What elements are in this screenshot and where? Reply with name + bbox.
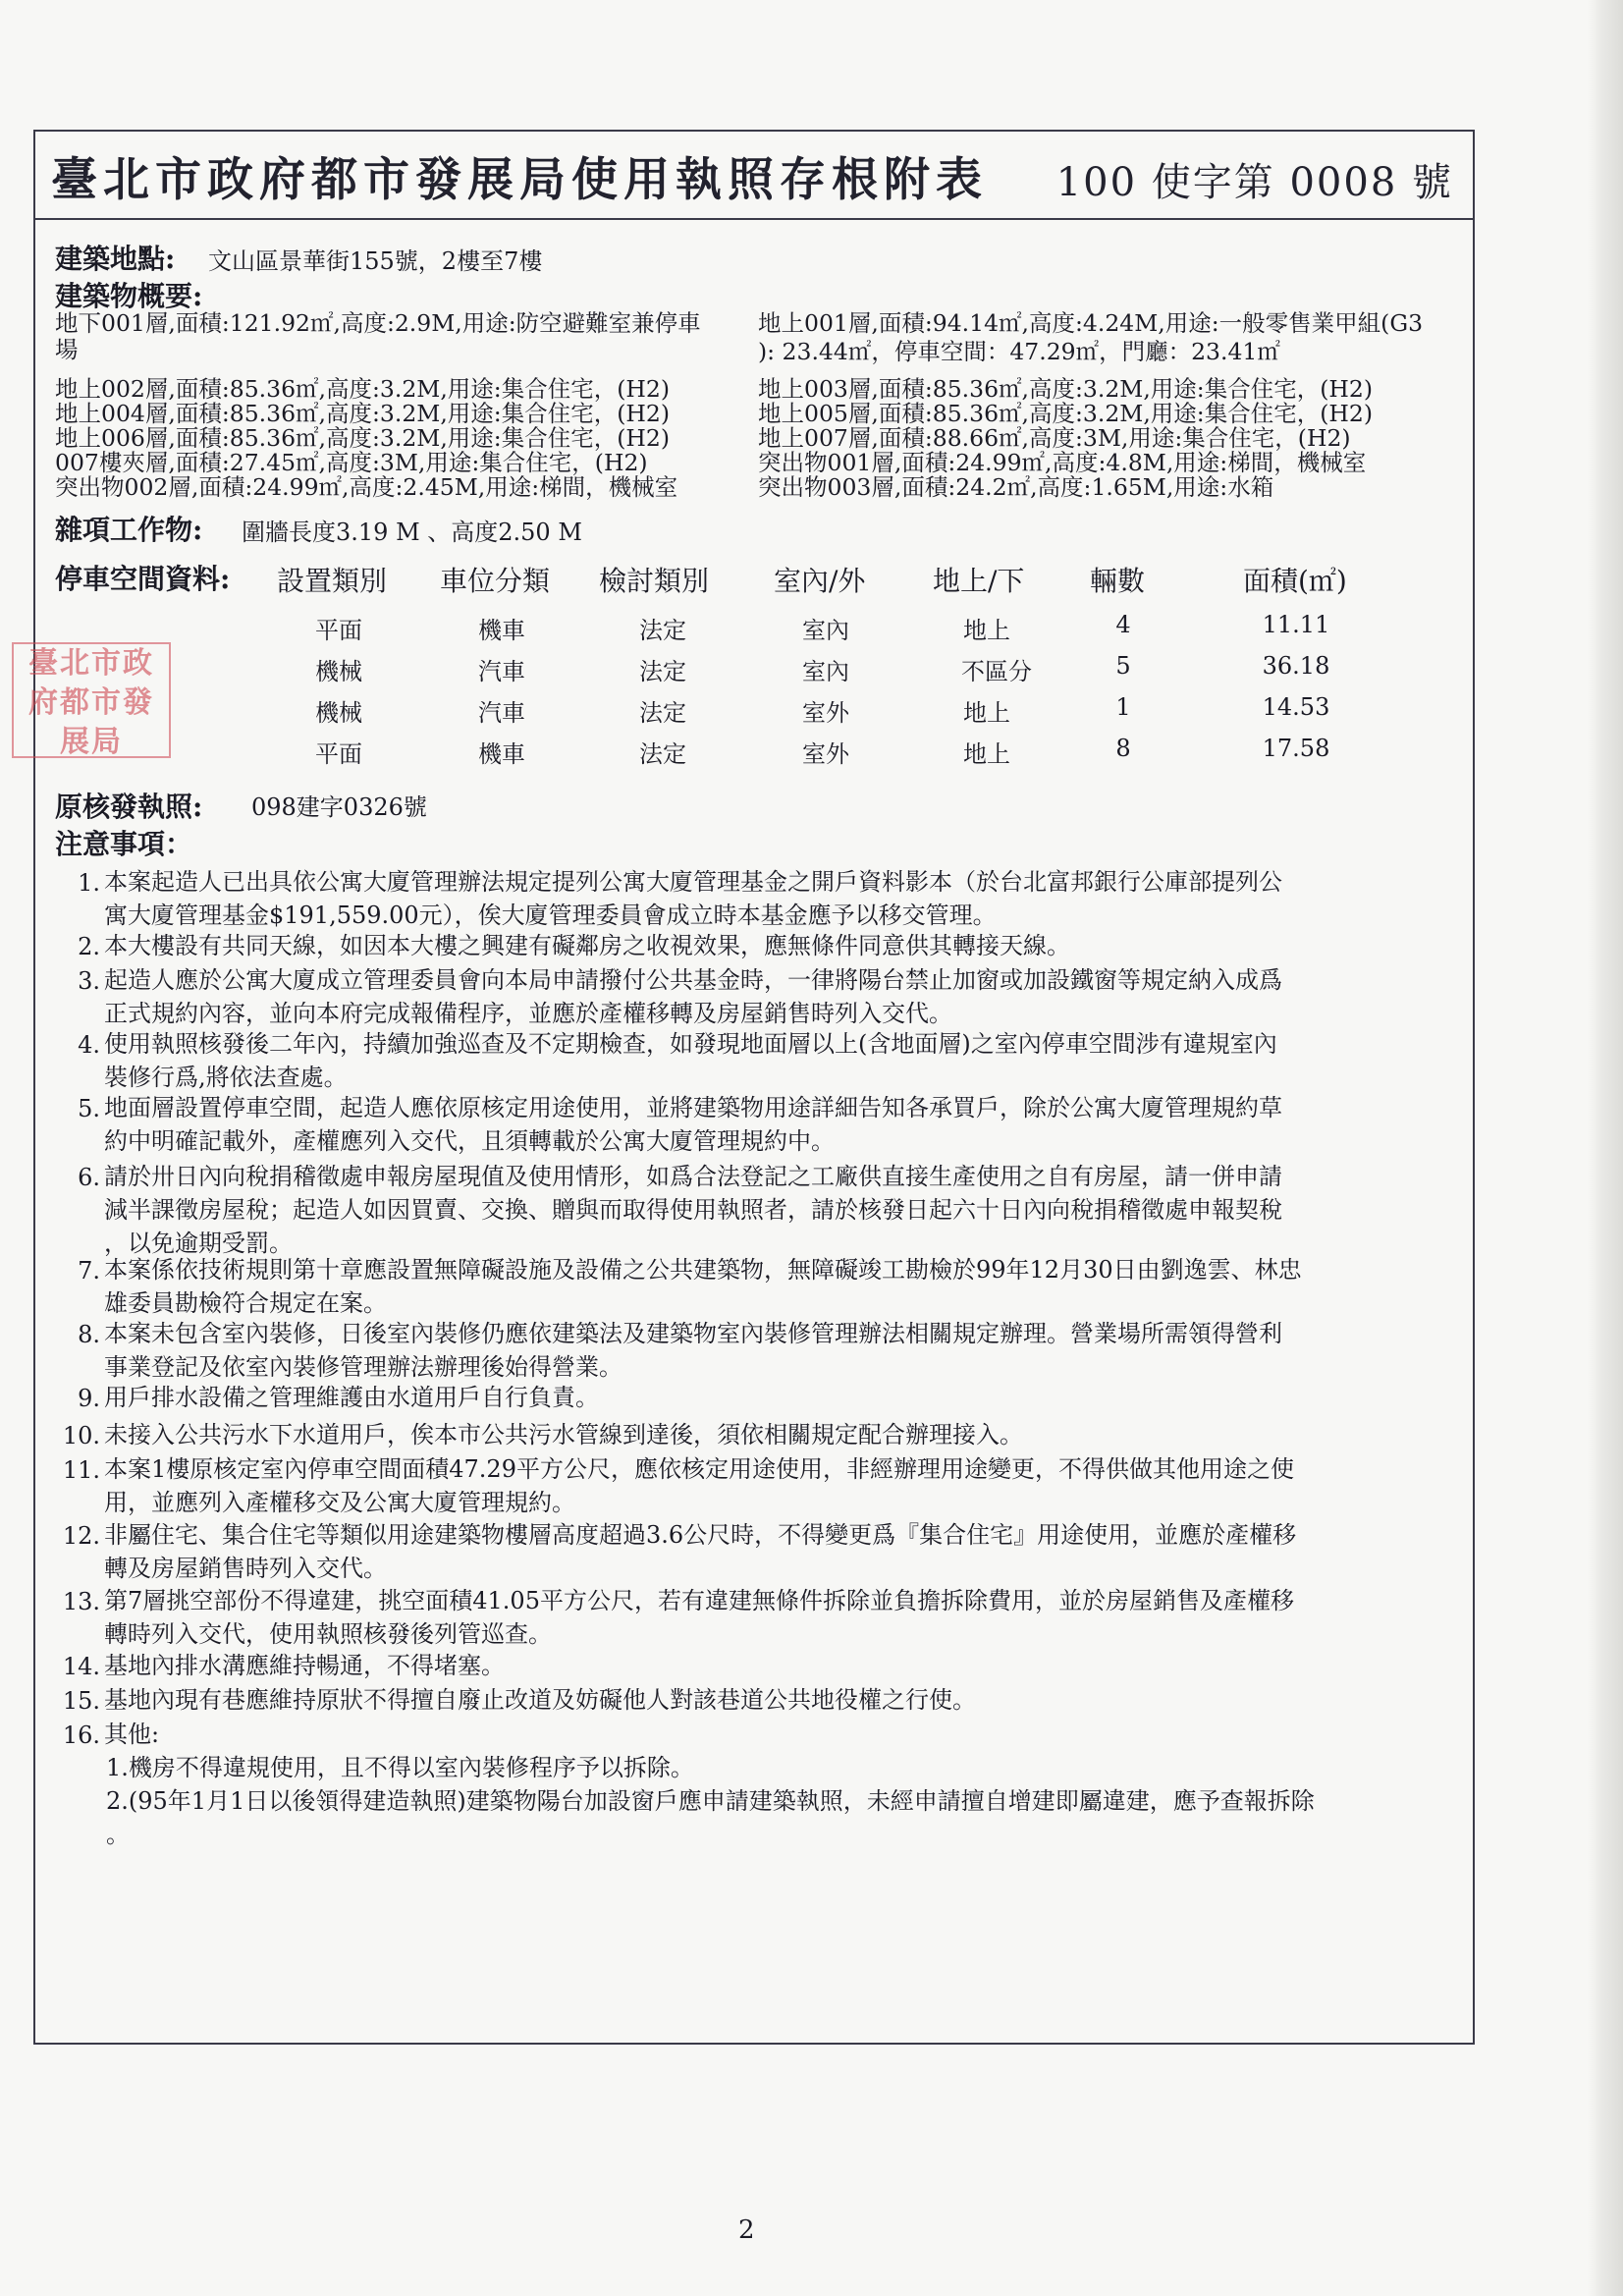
parking-cell: 機械 xyxy=(315,699,362,727)
permit-number: 100 使字第 0008 號 xyxy=(1055,160,1453,205)
parking-header: 室內/外 xyxy=(774,565,866,597)
parking-header: 設置類別 xyxy=(277,565,388,597)
page-number: 2 xyxy=(738,2215,755,2245)
parking-cell: 室外 xyxy=(802,699,849,727)
note-line: 用，並應列入產權移交及公寓大廈管理規約。 xyxy=(104,1489,575,1516)
note-line: 非屬住宅、集合住宅等類似用途建築物樓層高度超過3.6公尺時，不得變更爲『集合住宅』用途使用，並應於產權移 xyxy=(104,1521,1297,1549)
note-number: 3. xyxy=(78,967,100,995)
parking-header: 輛數 xyxy=(1090,565,1146,597)
parking-header: 地上/下 xyxy=(933,565,1025,597)
parking-cell: 17.58 xyxy=(1262,735,1330,762)
note-number: 15. xyxy=(62,1687,100,1715)
note-line: 基地內現有巷應維持原狀不得擅自廢止改道及妨礙他人對該巷道公共地役權之行使。 xyxy=(104,1686,976,1714)
parking-cell: 法定 xyxy=(639,617,686,644)
building-left-line: 地上006層,面積:85.36㎡,高度:3.2M,用途:集合住宅，(H2) xyxy=(55,424,671,452)
note-line: 寓大廈管理基金$191,559.00元），俟大廈管理委員會成立時本基金應予以移交管理。 xyxy=(104,902,997,929)
building-right-line: 突出物001層,面積:24.99㎡,高度:4.8M,用途:梯間，機械室 xyxy=(758,449,1367,476)
parking-cell: 法定 xyxy=(639,699,686,727)
note-line: 正式規約內容，並向本府完成報備程序，並應於產權移轉及房屋銷售時列入交代。 xyxy=(104,1000,952,1027)
note-line: 本案係依技術規則第十章應設置無障礙設施及設備之公共建築物，無障礙竣工勘檢於99年12月30日由劉逸雲、林忠 xyxy=(104,1256,1302,1284)
note-number: 2. xyxy=(78,933,100,960)
building-left-line: 突出物002層,面積:24.99㎡,高度:2.45M,用途:梯間，機械室 xyxy=(55,473,678,501)
note-line: 本大樓設有共同天線，如因本大樓之興建有礙鄰房之收視效果，應無條件同意供其轉接天線。 xyxy=(104,932,1070,959)
note-line: 本案未包含室內裝修，日後室內裝修仍應依建築法及建築物室內裝修管理辦法相關規定辦理。營業場所需領得營利 xyxy=(104,1320,1282,1347)
note-line: 裝修行爲,將依法查處。 xyxy=(104,1064,348,1091)
note-line: 1.機房不得違規使用，且不得以室內裝修程序予以拆除。 xyxy=(106,1754,694,1781)
note-line: 2.(95年1月1日以後領得建造執照)建築物陽台加設窗戶應申請建築執照，未經申請擅自增建即屬違建，應予查報拆除 xyxy=(106,1787,1315,1815)
note-number: 14. xyxy=(62,1653,100,1680)
building-right-line: 突出物003層,面積:24.2㎡,高度:1.65M,用途:水箱 xyxy=(758,473,1274,501)
note-number: 16. xyxy=(62,1722,100,1749)
building-left-line: 007樓夾層,面積:27.45㎡,高度:3M,用途:集合住宅，(H2) xyxy=(55,449,648,476)
note-line: 其他: xyxy=(104,1721,160,1748)
site-value: 文山區景華街155號，2樓至7樓 xyxy=(208,247,543,275)
note-line: 事業登記及依室內裝修管理辦法辦理後始得營業。 xyxy=(104,1353,622,1381)
note-number: 8. xyxy=(78,1321,100,1348)
parking-cell: 36.18 xyxy=(1262,652,1330,680)
parking-cell: 汽車 xyxy=(478,658,525,685)
misc-label: 雜項工作物: xyxy=(55,514,203,546)
parking-cell: 室內 xyxy=(802,617,849,644)
original-license-label: 原核發執照: xyxy=(55,791,203,823)
notes-label: 注意事項： xyxy=(55,828,193,860)
note-number: 9. xyxy=(78,1385,100,1412)
note-number: 1. xyxy=(78,869,100,897)
parking-header: 面積(㎡) xyxy=(1243,565,1347,597)
parking-cell: 機車 xyxy=(478,740,525,768)
building-right-line: 地上005層,面積:85.36㎡,高度:3.2M,用途:集合住宅，(H2) xyxy=(758,400,1374,427)
parking-cell: 5 xyxy=(1115,652,1131,680)
note-line: 本案起造人已出具依公寓大廈管理辦法規定提列公寓大廈管理基金之開戶資料影本（於台北富邦銀行公庫部提列公 xyxy=(104,868,1282,896)
parking-cell: 法定 xyxy=(639,740,686,768)
building-left-line: 場 xyxy=(55,336,79,363)
parking-header: 車位分類 xyxy=(440,565,551,597)
note-line: 地面層設置停車空間，起造人應依原核定用途使用，並將建築物用途詳細告知各承買戶，除於公寓大廈管理規約草 xyxy=(104,1094,1282,1121)
page-title: 臺北市政府都市發展局使用執照存根附表 xyxy=(51,153,988,207)
note-number: 5. xyxy=(78,1095,100,1122)
parking-cell: 室內 xyxy=(802,658,849,685)
building-right-line: 地上007層,面積:88.66㎡,高度:3M,用途:集合住宅，(H2) xyxy=(758,424,1351,452)
note-line: 。 xyxy=(106,1821,130,1848)
parking-cell: 不區分 xyxy=(961,658,1032,685)
note-line: 本案1樓原核定室內停車空間面積47.29平方公尺，應依核定用途使用，非經辦理用途變更，不得供做其他用途之使 xyxy=(104,1455,1294,1483)
scan-edge xyxy=(1588,0,1623,2296)
note-line: 轉時列入交代，使用執照核發後列管巡查。 xyxy=(104,1620,552,1648)
parking-cell: 機械 xyxy=(315,658,362,685)
parking-header: 檢討類別 xyxy=(599,565,710,597)
note-number: 6. xyxy=(78,1164,100,1191)
parking-cell: 地上 xyxy=(963,740,1010,768)
note-line: 請於卅日內向稅捐稽徵處申報房屋現值及使用情形，如爲合法登記之工廠供直接生產使用之自有房屋，請一併申請 xyxy=(104,1163,1282,1190)
note-line: 減半課徵房屋稅；起造人如因買賣、交換、贈與而取得使用執照者，請於核發日起六十日內向稅捐稽徵處申報契稅 xyxy=(104,1196,1282,1224)
misc-value: 圍牆長度3.19 M 、高度2.50 M xyxy=(242,519,582,546)
note-number: 12. xyxy=(62,1522,100,1550)
note-line: 未接入公共污水下水道用戶，俟本市公共污水管線到達後，須依相關規定配合辦理接入。 xyxy=(104,1421,1023,1449)
parking-cell: 地上 xyxy=(963,699,1010,727)
note-number: 11. xyxy=(62,1456,100,1484)
building-label: 建築物概要: xyxy=(55,280,203,312)
note-number: 7. xyxy=(78,1257,100,1285)
site-label: 建築地點: xyxy=(55,243,176,275)
parking-cell: 法定 xyxy=(639,658,686,685)
parking-cell: 機車 xyxy=(478,617,525,644)
parking-cell: 8 xyxy=(1115,735,1131,762)
parking-cell: 室外 xyxy=(802,740,849,768)
parking-cell: 汽車 xyxy=(478,699,525,727)
parking-cell: 地上 xyxy=(963,617,1010,644)
building-left-line: 地上004層,面積:85.36㎡,高度:3.2M,用途:集合住宅，(H2) xyxy=(55,400,671,427)
building-left-line: 地上002層,面積:85.36㎡,高度:3.2M,用途:集合住宅，(H2) xyxy=(55,375,671,403)
title-row xyxy=(33,130,1475,220)
parking-cell: 平面 xyxy=(315,617,362,644)
official-seal xyxy=(12,642,171,758)
note-line: 用戶排水設備之管理維護由水道用戶自行負責。 xyxy=(104,1384,599,1411)
parking-label: 停車空間資料: xyxy=(55,563,231,595)
note-number: 10. xyxy=(62,1422,100,1449)
parking-cell: 1 xyxy=(1115,693,1131,721)
note-number: 13. xyxy=(62,1588,100,1615)
seal-text: 臺北市政府都市發展局 xyxy=(28,646,154,759)
note-line: 起造人應於公寓大廈成立管理委員會向本局申請撥付公共基金時，一律將陽台禁止加窗或加設鐵窗等規定納入成爲 xyxy=(104,966,1282,994)
parking-cell: 平面 xyxy=(315,740,362,768)
original-license-value: 098建字0326號 xyxy=(251,793,427,821)
parking-cell: 11.11 xyxy=(1262,611,1330,638)
note-line: 約中明確記載外，產權應列入交代，且須轉載於公寓大廈管理規約中。 xyxy=(104,1127,835,1155)
note-line: 基地內排水溝應維持暢通，不得堵塞。 xyxy=(104,1652,505,1679)
building-right-line: 地上003層,面積:85.36㎡,高度:3.2M,用途:集合住宅，(H2) xyxy=(758,375,1374,403)
building-right-line: ): 23.44㎡，停車空間：47.29㎡，門廳：23.41㎡ xyxy=(758,338,1280,365)
building-right-line: 地上001層,面積:94.14㎡,高度:4.24M,用途:一般零售業甲組(G3 xyxy=(758,309,1424,337)
note-line: ，以免逾期受罰。 xyxy=(104,1230,293,1257)
note-line: 雄委員勘檢符合規定在案。 xyxy=(104,1289,387,1317)
note-line: 第7層挑空部份不得違建，挑空面積41.05平方公尺，若有違建無條件拆除並負擔拆除費用，並於房屋銷售及產權移 xyxy=(104,1587,1294,1614)
note-line: 使用執照核發後二年內，持續加強巡查及不定期檢查，如發現地面層以上(含地面層)之室內停車空間涉有違規室內 xyxy=(104,1030,1277,1058)
parking-cell: 4 xyxy=(1115,611,1131,638)
note-line: 轉及房屋銷售時列入交代。 xyxy=(104,1555,387,1582)
building-left-line: 地下001層,面積:121.92㎡,高度:2.9M,用途:防空避難室兼停車 xyxy=(55,309,701,337)
note-number: 4. xyxy=(78,1031,100,1059)
parking-cell: 14.53 xyxy=(1262,693,1330,721)
